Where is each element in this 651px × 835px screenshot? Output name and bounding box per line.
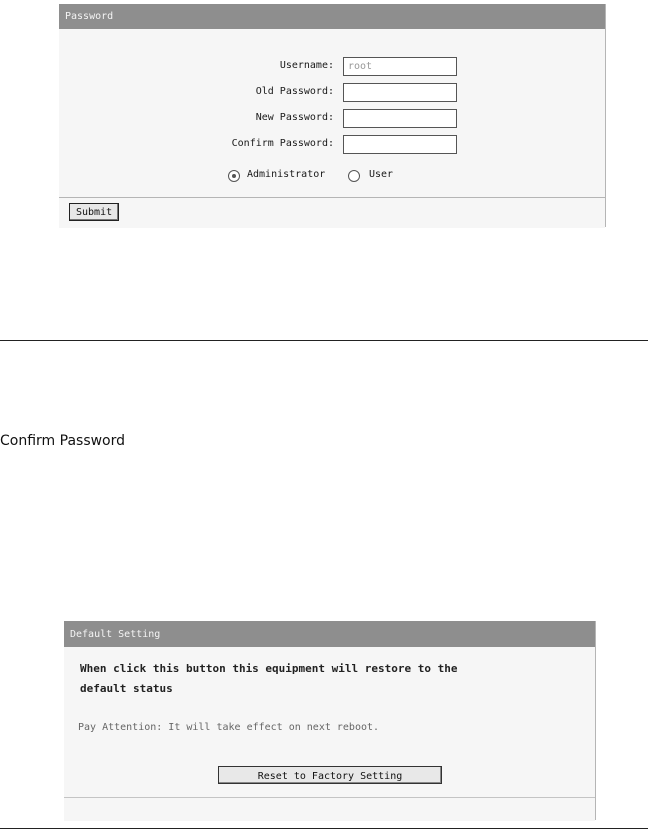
divider-bottom bbox=[0, 828, 648, 829]
default-setting-panel bbox=[64, 621, 596, 820]
default-setting-title: Default Setting bbox=[64, 621, 595, 647]
reboot-note: Pay Attention: It will take effect on next reboot. bbox=[78, 722, 380, 733]
old-password-input[interactable] bbox=[343, 83, 457, 102]
section-heading: Confirm Password bbox=[0, 433, 126, 449]
username-row bbox=[59, 57, 605, 77]
confirm-password-label: Confirm Password: bbox=[231, 138, 334, 149]
username-input[interactable] bbox=[343, 57, 457, 76]
username-label: Username: bbox=[279, 60, 334, 71]
old-password-label: Old Password: bbox=[255, 86, 334, 97]
password-panel bbox=[59, 4, 606, 227]
role-selector bbox=[59, 168, 605, 186]
password-panel-footer bbox=[59, 197, 605, 228]
new-password-row bbox=[59, 109, 605, 129]
default-setting-footer bbox=[64, 797, 595, 821]
new-password-input[interactable] bbox=[343, 109, 457, 128]
administrator-label: Administrator bbox=[247, 169, 326, 180]
submit-button[interactable]: Submit bbox=[69, 203, 119, 221]
restore-message: When click this button this equipment will restore to the default status bbox=[80, 662, 458, 695]
reset-factory-button[interactable]: Reset to Factory Setting bbox=[218, 766, 442, 784]
divider-top bbox=[0, 340, 648, 341]
new-password-label: New Password: bbox=[255, 112, 334, 123]
administrator-radio[interactable] bbox=[228, 170, 240, 182]
confirm-password-row bbox=[59, 135, 605, 155]
old-password-row bbox=[59, 83, 605, 103]
password-panel-title: Password bbox=[59, 4, 605, 29]
confirm-password-input[interactable] bbox=[343, 135, 457, 154]
user-radio[interactable] bbox=[348, 170, 360, 182]
user-label: User bbox=[369, 169, 394, 180]
